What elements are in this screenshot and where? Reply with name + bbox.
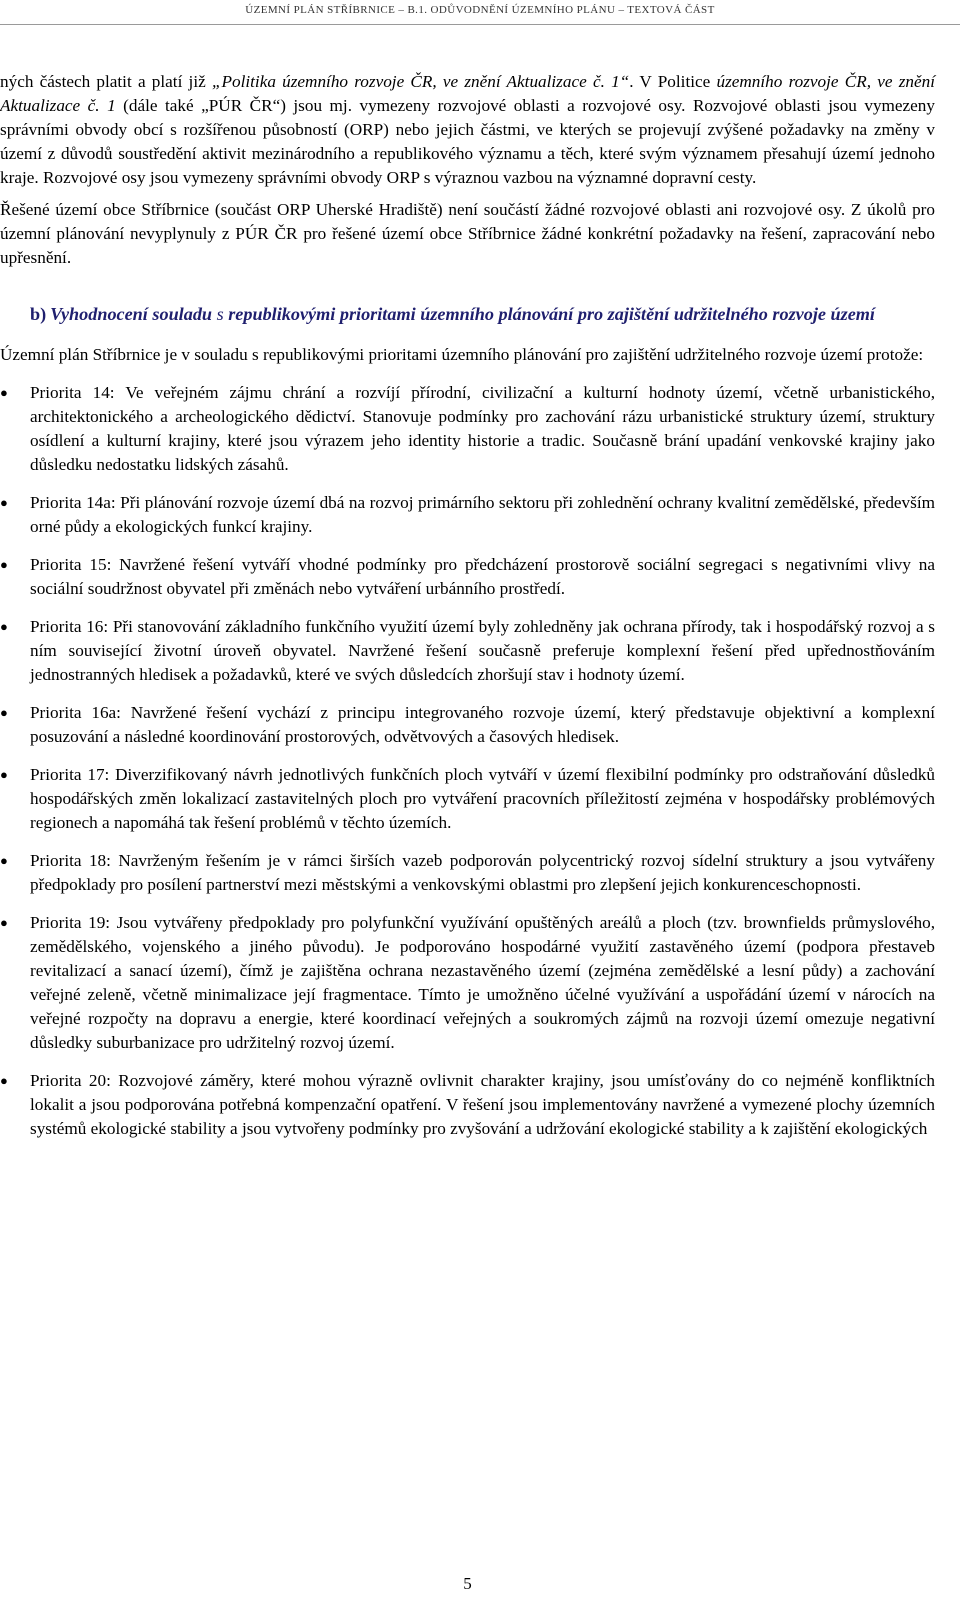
section-heading (30, 302, 935, 327)
section-lead-paragraph: Územní plán Stříbrnice je v souladu s republikovými prioritami územního plánování pro zajištění udržitelného rozvoje území protože: (0, 345, 924, 364)
section-title-a: Vyhodnocení souladu (50, 304, 213, 324)
intro-text-c: . V Politice (629, 72, 717, 91)
intro-citation-b: územního rozvoje ČR, ve znění Aktualizace č. 1 (0, 72, 935, 115)
priority-list (0, 381, 935, 1141)
priority-item: ● Priorita 20: Rozvojové záměry, které mohou výrazně ovlivnit charakter krajiny, jsou umísťovány do co nejméně konfliktních lokalit a jsou podporována potřebná kompenzační opatření. V řešení jsou implementovány navržené a vymezené plochy územních systémů ekologické stability a jsou vytvořeny podmínky pro zvyšování a udržování ekologické stability a k zajištění ekologických (0, 1069, 935, 1141)
priority-item: ● Priorita 14: Ve veřejném zájmu chrání a rozvíjí přírodní, civilizační a kulturní hodnoty území, včetně urbanistického, architektonického a archeologického dědictví. Stanovuje podmínky pro zachování rázu urbanistické struktury území, struktury osídlení a kulturní krajiny, které jsou výrazem jeho identity historie a tradic. Současně brání upadání venkovské krajiny jako důsledku nedostatku lidských zásahů. (0, 381, 935, 477)
priority-item: ● Priorita 19: Jsou vytvářeny předpoklady pro polyfunkční využívání opuštěných areálů a ploch (tzv. brownfields průmyslového, zemědělského, vojenského a jiného původu). Je podporováno hospodárné využití zastavěného území (podpora přestaveb revitalizací a sanací území), čímž je zajištěna ochrana nezastavěného území (zejména zemědělské a lesní půdy) a zachování veřejné zeleně, včetně minimalizace její fragmentace. Tímto je umožněno účelné využívání a uspořádání území v nárocích na veřejné rozpočty na dopravu a energie, které koordinací veřejných a soukromých zájmů na rozvoji území omezuje negativní důsledky suburbanizace pro udržitelný rozvoj území. (0, 911, 935, 1055)
priority-item: ● Priorita 14a: Při plánování rozvoje území dbá na rozvoj primárního sektoru při zohlednění ochrany kvalitní zemědělské, především orné půdy a ekologických funkcí krajiny. (0, 491, 935, 539)
solved-area-paragraph: Řešené území obce Stříbrnice (součást ORP Uherské Hradiště) není součástí žádné rozvojové oblasti ani rozvojové osy. Z úkolů pro územní plánování nevyplynuly z PÚR ČR pro řešené území obce Stříbrnice žádné konkrétní požadavky na řešení, zapracování nebo upřesnění. (0, 200, 935, 267)
intro-paragraph (0, 70, 935, 190)
intro-citation-a: „Politika územního rozvoje ČR, ve znění Aktualizace č. 1“ (211, 72, 630, 91)
priority-item: ● Priorita 16: Při stanovování základního funkčního využití území byly zohledněny jak ochrana přírody, tak i hospodářský rozvoj a s ním související životní úroveň obyvatel. Navržené řešení současně preferuje komplexní řešení před upřednostňováním jednostranných hledisek a požadavků, které ve svých důsledcích zhoršují stav i hodnoty území. (0, 615, 935, 687)
intro-text-a: ných částech platit a platí již (0, 72, 212, 91)
priority-item: ● Priorita 17: Diverzifikovaný návrh jednotlivých funkčních ploch vytváří v území flexibilní podmínky pro odstraňování důsledků hospodářských změn lokalizací zastavitelných ploch pro vytváření pracovních příležitostí zejména v hospodářsky problémových regionech a napomáhá tak řešení problémů v těchto územích. (0, 763, 935, 835)
priority-item: ● Priorita 18: Navrženým řešením je v rámci širších vazeb podporován polycentrický rozvoj sídelní struktury a jsou vytvářeny předpoklady pro posílení partnerství mezi městskými a venkovskými oblastmi pro zlepšení jejich konkurenceschopnosti. (0, 849, 935, 897)
priority-item: ● Priorita 15: Navržené řešení vytváří vhodné podmínky pro předcházení prostorově sociální segregaci s negativními vlivy na sociální soudržnost obyvatel při změnách nebo vytváření urbánního prostředí. (0, 553, 935, 601)
page-number: 5 (463, 1574, 472, 1593)
page-body (0, 70, 935, 1155)
section-title-c: republikovými prioritami územního plánování pro zajištění udržitelného rozvoje území (228, 304, 875, 324)
intro-text-e: (dále také „PÚR ČR“) jsou mj. vymezeny rozvojové oblasti a rozvojové osy. Rozvojové oblasti jsou vymezeny správními obvody obcí s rozšířenou působností (ORP) nebo jejich částmi, ve kterých se projevují zvýšené požadavky na změny v území z důvodů soustředění aktivit mezinárodního a republikového významu a těch, které svým významem přesahují území jednoho kraje. Rozvojové osy jsou vymezeny správními obvody ORP s výraznou vazbou na významné dopravní cesty. (0, 96, 935, 187)
priority-item: ● Priorita 16a: Navržené řešení vychází z principu integrovaného rozvoje území, který představuje objektivní a komplexní posuzování a následné koordinování prostorových, odvětvových a časových hledisek. (0, 701, 935, 749)
running-header: ÚZEMNÍ PLÁN STŘÍBRNICE – B.1. ODŮVODNĚNÍ ÚZEMNÍHO PLÁNU – TEXTOVÁ ČÁST (245, 4, 715, 16)
section-title-b: s (212, 304, 229, 324)
section-marker: b) (30, 304, 47, 324)
header-divider (0, 24, 960, 25)
